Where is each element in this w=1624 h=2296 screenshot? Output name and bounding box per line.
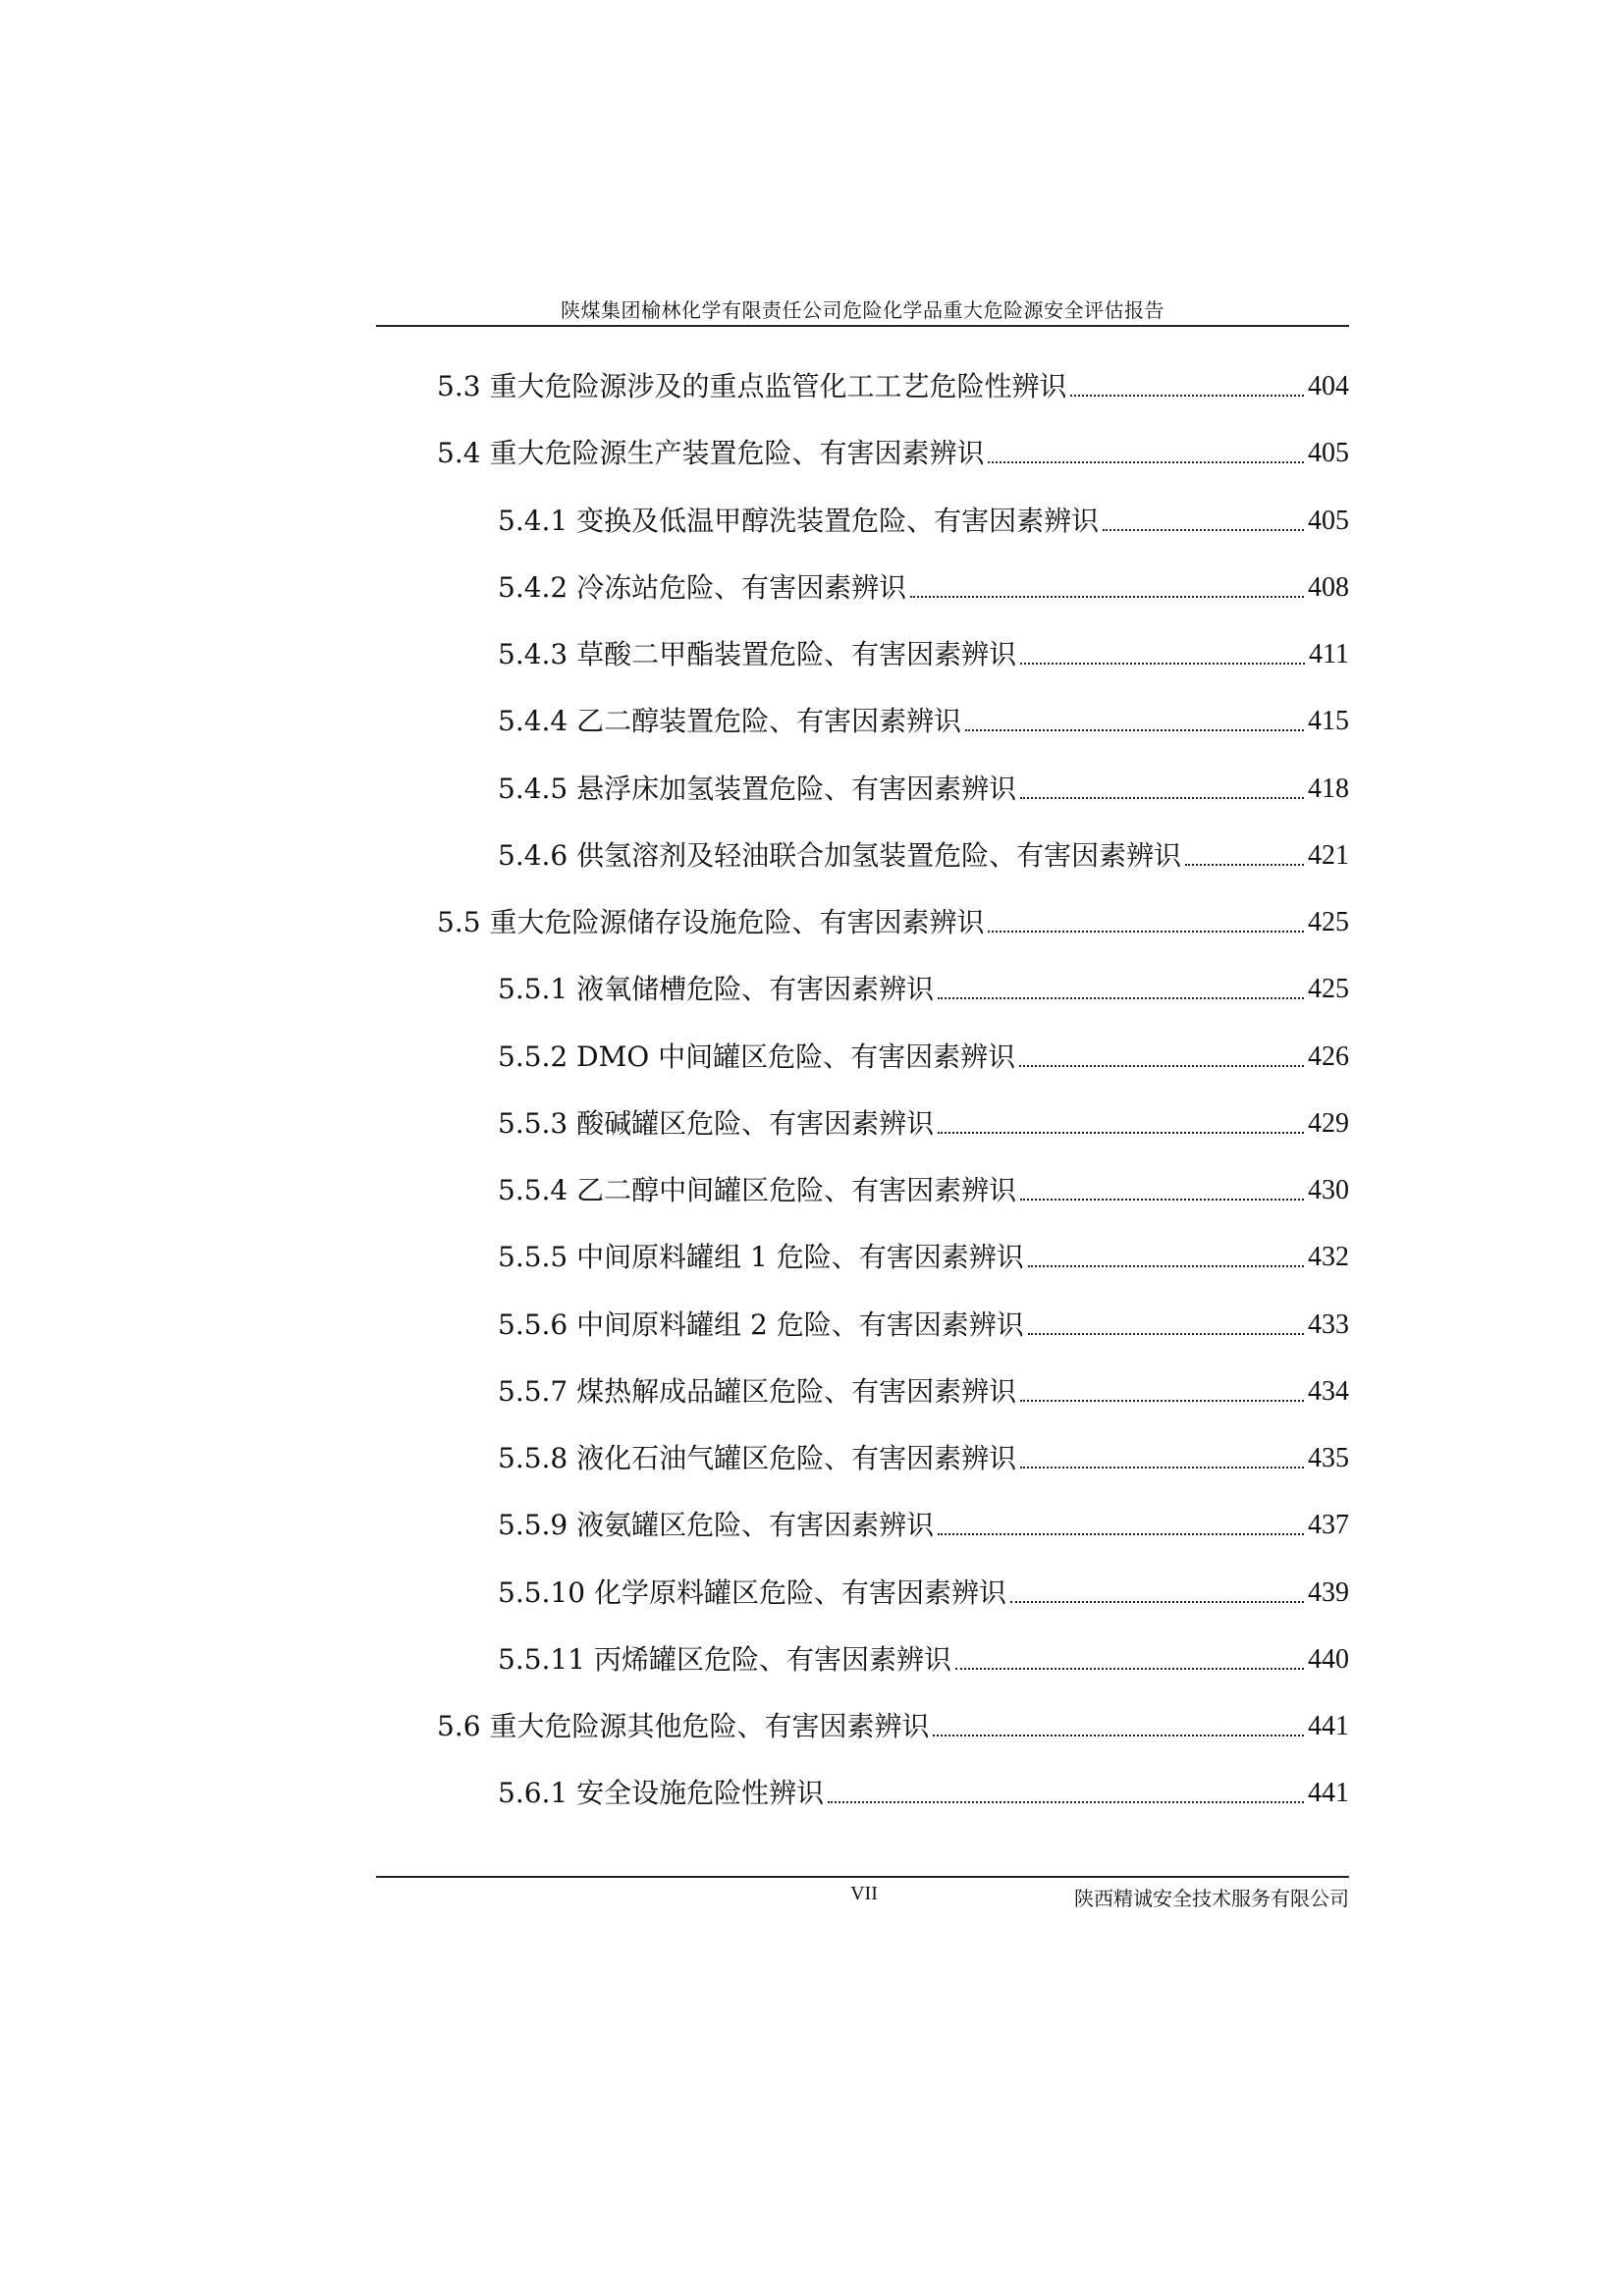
- toc-entry-title: 中间原料罐组 1 危险、有害因素辨识: [576, 1241, 1024, 1273]
- footer-page-number: VII: [850, 1883, 878, 1904]
- toc-entry[interactable]: [498, 1640, 1349, 1680]
- toc-dot-leader: [988, 931, 1304, 933]
- toc-entry[interactable]: [498, 1104, 1349, 1144]
- toc-dot-leader: [1020, 663, 1305, 665]
- toc-entry-title: 液氧储槽危险、有害因素辨识: [576, 973, 935, 1005]
- toc-entry-title: DMO 中间罐区危险、有害因素辨识: [576, 1041, 1016, 1073]
- page-header-title: 陕煤集团榆林化学有限责任公司危险化学品重大危险源安全评估报告: [561, 298, 1164, 322]
- toc-entry-page: 411: [1309, 639, 1349, 669]
- toc-dot-leader: [1020, 1400, 1304, 1402]
- toc-entry-page: 408: [1308, 572, 1349, 603]
- toc-dot-leader: [1020, 797, 1304, 799]
- toc-entry[interactable]: [498, 1506, 1349, 1545]
- header-divider: [376, 325, 1349, 327]
- toc-dot-leader: [955, 1668, 1304, 1670]
- toc-dot-leader: [1019, 1065, 1304, 1067]
- toc-entry-number: 5.5.10: [498, 1576, 586, 1609]
- toc-dot-leader: [1020, 1467, 1304, 1468]
- toc-entry[interactable]: [498, 1238, 1349, 1277]
- toc-entry-page: 434: [1308, 1376, 1349, 1407]
- toc-dot-leader: [938, 997, 1304, 999]
- toc-entry-number: 5.5.11: [498, 1643, 586, 1676]
- toc-entry-page: 433: [1308, 1309, 1349, 1340]
- toc-entry-title: 液氨罐区危险、有害因素辨识: [576, 1509, 935, 1541]
- toc-entry[interactable]: [498, 970, 1349, 1009]
- toc-entry[interactable]: [437, 1707, 1349, 1746]
- toc-entry-title: 酸碱罐区危险、有害因素辨识: [576, 1107, 935, 1140]
- toc-dot-leader: [933, 1735, 1304, 1736]
- toc-entry-title: 供氢溶剂及轻油联合加氢装置危险、有害因素辨识: [576, 839, 1182, 872]
- toc-entry-number: 5.5.3: [498, 1107, 568, 1140]
- toc-dot-leader: [1020, 1199, 1304, 1201]
- toc-dot-leader: [1185, 864, 1304, 866]
- toc-dot-leader: [1028, 1333, 1304, 1335]
- toc-entry-title: 悬浮床加氢装置危险、有害因素辨识: [576, 773, 1017, 805]
- toc-entry[interactable]: [437, 367, 1349, 406]
- footer-divider: [376, 1876, 1349, 1878]
- toc-entry-title: 煤热解成品罐区危险、有害因素辨识: [576, 1375, 1017, 1408]
- toc-entry-page: 418: [1308, 774, 1349, 804]
- toc-dot-leader: [910, 596, 1304, 598]
- toc-entry-number: 5.6.1: [498, 1777, 568, 1809]
- toc-entry[interactable]: [498, 1171, 1349, 1210]
- toc-entry[interactable]: [437, 903, 1349, 942]
- toc-entry-number: 5.4.2: [498, 571, 568, 604]
- toc-dot-leader: [988, 461, 1304, 463]
- toc-entry-number: 5.6: [437, 1710, 481, 1742]
- toc-entry-page: 441: [1308, 1711, 1349, 1741]
- toc-entry-title: 化学原料罐区危险、有害因素辨识: [593, 1576, 1006, 1609]
- toc-entry-page: 405: [1308, 438, 1349, 468]
- toc-dot-leader: [938, 1533, 1304, 1535]
- toc-entry-title: 乙二醇装置危险、有害因素辨识: [576, 705, 962, 737]
- toc-entry-page: 429: [1308, 1108, 1349, 1139]
- toc-entry[interactable]: [498, 1574, 1349, 1613]
- toc-entry-page: 435: [1308, 1443, 1349, 1473]
- toc-entry-number: 5.5.8: [498, 1442, 568, 1474]
- toc-dot-leader: [965, 729, 1304, 731]
- toc-entry-page: 426: [1308, 1041, 1349, 1072]
- toc-entry-page: 441: [1308, 1778, 1349, 1808]
- toc-entry-number: 5.4.4: [498, 705, 568, 737]
- toc-dot-leader: [1010, 1601, 1304, 1603]
- toc-entry-title: 中间原料罐组 2 危险、有害因素辨识: [576, 1308, 1024, 1341]
- toc-dot-leader: [1028, 1265, 1304, 1267]
- toc-entry-number: 5.5.1: [498, 973, 568, 1005]
- toc-entry[interactable]: [498, 502, 1349, 541]
- toc-entry-title: 重大危险源涉及的重点监管化工工艺危险性辨识: [489, 370, 1067, 402]
- toc-entry-title: 液化石油气罐区危险、有害因素辨识: [576, 1442, 1017, 1474]
- toc-entry-page: 440: [1308, 1644, 1349, 1675]
- toc-dot-leader: [938, 1132, 1304, 1134]
- toc-entry-page: 425: [1308, 907, 1349, 937]
- toc-entry-title: 草酸二甲酯装置危险、有害因素辨识: [576, 638, 1017, 670]
- toc-entry-title: 安全设施危险性辨识: [576, 1777, 825, 1809]
- toc-entry-number: 5.5.9: [498, 1509, 568, 1541]
- toc-entry-page: 405: [1308, 506, 1349, 536]
- toc-entry-title: 冷冻站危险、有害因素辨识: [576, 571, 907, 604]
- toc-entry[interactable]: [498, 635, 1349, 674]
- toc-entry[interactable]: [498, 568, 1349, 608]
- toc-entry[interactable]: [498, 702, 1349, 741]
- footer-company-name: 陕西精诚安全技术服务有限公司: [1074, 1887, 1349, 1910]
- toc-entry[interactable]: [498, 836, 1349, 876]
- toc-dot-leader: [1103, 529, 1304, 531]
- toc-entry-number: 5.3: [437, 370, 481, 402]
- toc-entry-page: 439: [1308, 1577, 1349, 1608]
- toc-entry[interactable]: [498, 770, 1349, 809]
- toc-entry[interactable]: [498, 1774, 1349, 1813]
- toc-entry-number: 5.4.5: [498, 773, 568, 805]
- toc-entry-title: 重大危险源储存设施危险、有害因素辨识: [489, 906, 985, 938]
- toc-entry-number: 5.4.1: [498, 505, 568, 537]
- toc-entry[interactable]: [498, 1038, 1349, 1077]
- toc-entry-number: 5.4.6: [498, 839, 568, 872]
- toc-entry-page: 430: [1308, 1175, 1349, 1205]
- toc-entry-title: 丙烯罐区危险、有害因素辨识: [593, 1643, 951, 1676]
- toc-entry-number: 5.5.7: [498, 1375, 568, 1408]
- toc-entry-number: 5.5.5: [498, 1241, 568, 1273]
- toc-entry-page: 421: [1308, 840, 1349, 871]
- toc-entry[interactable]: [498, 1372, 1349, 1412]
- toc-entry[interactable]: [437, 434, 1349, 473]
- toc-entry-page: 425: [1308, 974, 1349, 1004]
- toc-dot-leader: [1070, 395, 1304, 397]
- toc-entry-title: 变换及低温甲醇洗装置危险、有害因素辨识: [576, 505, 1100, 537]
- toc-entry-page: 404: [1308, 371, 1349, 401]
- toc-entry-page: 415: [1308, 706, 1349, 736]
- toc-entry[interactable]: [498, 1439, 1349, 1478]
- toc-entry-title: 乙二醇中间罐区危险、有害因素辨识: [576, 1174, 1017, 1206]
- toc-entry-page: 437: [1308, 1510, 1349, 1540]
- toc-entry-number: 5.4.3: [498, 638, 568, 670]
- toc-entry[interactable]: [498, 1306, 1349, 1345]
- toc-dot-leader: [828, 1801, 1304, 1803]
- toc-entry-number: 5.5.6: [498, 1308, 568, 1341]
- toc-entry-title: 重大危险源其他危险、有害因素辨识: [489, 1710, 930, 1742]
- toc-entry-title: 重大危险源生产装置危险、有害因素辨识: [489, 437, 985, 469]
- toc-entry-number: 5.5.2: [498, 1041, 568, 1073]
- toc-entry-page: 432: [1308, 1242, 1349, 1272]
- toc-entry-number: 5.5: [437, 906, 481, 938]
- toc-entry-number: 5.4: [437, 437, 481, 469]
- toc-entry-number: 5.5.4: [498, 1174, 568, 1206]
